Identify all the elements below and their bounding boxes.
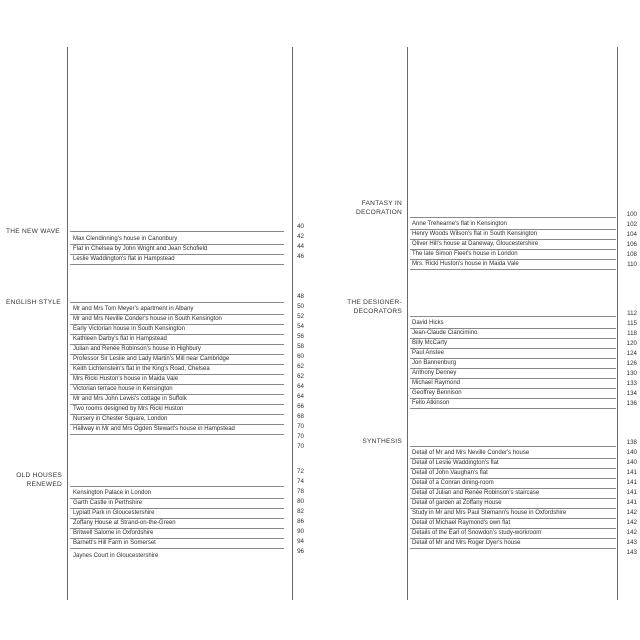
page-number: 141 <box>626 489 637 496</box>
toc-entry: Paul Anstee <box>412 350 445 356</box>
toc-entry: Details of the Earl of Snowdon's study-workroom <box>412 530 542 536</box>
entry-rule <box>70 354 284 355</box>
entry-rule <box>410 328 616 329</box>
page-number: 50 <box>297 303 304 310</box>
page-number: 78 <box>297 488 304 495</box>
toc-entry: Zoffany House at Strand-on-the-Green <box>73 520 176 526</box>
heading-rule <box>410 217 616 218</box>
entry-rule <box>410 338 616 339</box>
toc-entry: Lypiatt Park in Gloucestershire <box>73 510 155 516</box>
entry-rule <box>70 254 284 255</box>
entry-rule <box>70 314 284 315</box>
page-numbers <box>282 222 304 262</box>
entry-rule <box>70 528 284 529</box>
heading-rule <box>70 486 284 487</box>
toc-entry: Professor Sir Leslie and Lady Martin's Mill near Cambridge <box>73 356 230 362</box>
page-number: 70 <box>297 433 304 440</box>
page-number: 134 <box>626 390 637 397</box>
entry-rule <box>70 334 284 335</box>
toc-entry: Study in Mr and Mrs Paul Stemann's house in Oxfordshire <box>412 510 567 516</box>
toc-entry: Mrs. Ricki Huston's house in Maida Vale <box>412 261 519 267</box>
toc-entry: Mr and Mrs Tom Meyer's apartment in Albany <box>73 306 194 312</box>
section-heading: THE NEW WAVE <box>6 228 60 235</box>
section-heading: FANTASY IN DECORATION <box>356 200 402 216</box>
page-number: 68 <box>297 413 304 420</box>
entry-rule <box>410 408 616 409</box>
toc-entry: Mrs Ricki Huston's house in Maida Vale <box>73 376 179 382</box>
toc-entry: Nursery in Chester Square, London <box>73 416 168 422</box>
entry-rule <box>410 229 616 230</box>
page-number: 140 <box>626 449 637 456</box>
page-number: 142 <box>626 529 637 536</box>
heading-rule <box>410 446 616 447</box>
toc-entry: Leslie Waddington's flat in Hampstead <box>73 256 175 262</box>
page-number: 115 <box>627 320 637 327</box>
page-number: 82 <box>297 508 304 515</box>
entry-rule <box>70 344 284 345</box>
page-number: 60 <box>297 353 304 360</box>
entry-rule <box>410 259 616 260</box>
toc-entry: Barnett's Hill Farm in Somerset <box>73 540 156 546</box>
toc-entry: Detail of Mr and Mrs Roger Dyer's house <box>412 540 521 546</box>
page-number: 140 <box>626 459 637 466</box>
page-number: 138 <box>626 439 637 446</box>
toc-entry: Detail of Michael Raymond's own flat <box>412 520 511 526</box>
toc-entry: Billy McCarty <box>412 340 448 346</box>
entry-rule <box>410 358 616 359</box>
entry-rule <box>70 264 284 265</box>
page-number: 64 <box>297 393 304 400</box>
toc-entry: Julian and Renée Robinson's house in Highbury <box>73 346 201 352</box>
page-number: 112 <box>627 310 637 317</box>
page-number: 143 <box>626 539 637 546</box>
entry-rule <box>70 364 284 365</box>
entry-rule <box>410 249 616 250</box>
page-number: 62 <box>297 373 304 380</box>
page-number: 72 <box>297 468 304 475</box>
toc-entry: Geoffrey Bennison <box>412 390 462 396</box>
page-number: 136 <box>626 400 637 407</box>
page-number: 56 <box>297 333 304 340</box>
toc-entry: Britwell Salome in Oxfordshire <box>73 530 154 536</box>
page-number: 120 <box>626 340 637 347</box>
entry-rule <box>70 518 284 519</box>
page-number: 80 <box>297 498 304 505</box>
page-number: 70 <box>297 423 304 430</box>
entry-rule <box>70 244 284 245</box>
section-heading: ENGLISH STYLE <box>6 299 61 306</box>
toc-entry: Kathleen Darby's flat in Hampstead <box>73 336 167 342</box>
page-number: 133 <box>626 380 637 387</box>
entry-rule <box>70 434 284 435</box>
toc-entry: Jon Bannenburg <box>412 360 457 366</box>
page-number: 118 <box>627 330 637 337</box>
page-number: 141 <box>626 499 637 506</box>
page-number: 64 <box>297 383 304 390</box>
toc-entry: Hallway in Mr and Mrs Ogden Stewart's house in Hampstead <box>73 426 235 432</box>
entry-rule <box>410 468 616 469</box>
page-number: 86 <box>297 518 304 525</box>
heading-rule <box>70 302 284 303</box>
toc-entry: Detail of John Vaughan's flat <box>412 470 488 476</box>
page-numbers <box>615 210 637 270</box>
toc-entry: Jean-Claude Ciancimino <box>412 330 478 336</box>
page-number: 126 <box>626 360 637 367</box>
toc-entry: Detail of a Conran dining-room <box>412 480 494 486</box>
entry-rule <box>70 508 284 509</box>
section-heading: THE DESIGNER- DECORATORS <box>347 299 402 315</box>
toc-entry: Fello Atkinson <box>412 400 450 406</box>
toc-entry: Detail of Julian and Renée Robinson's staircase <box>412 490 540 496</box>
entry-rule <box>410 518 616 519</box>
page-number: 54 <box>297 323 304 330</box>
page-numbers <box>282 292 304 452</box>
entry-rule <box>70 374 284 375</box>
page-number: 142 <box>626 519 637 526</box>
entry-rule <box>70 414 284 415</box>
page-number: 104 <box>626 231 637 238</box>
toc-entry: Henry Woods Wilson's flat in South Kensington <box>412 231 538 237</box>
toc-entry: Detail of Mr and Mrs Neville Conder's house <box>412 450 530 456</box>
page-numbers <box>615 309 637 409</box>
toc-entry: Detail of garden at Zoffany House <box>412 500 502 506</box>
entry-rule <box>410 398 616 399</box>
entry-rule <box>410 508 616 509</box>
entry-rule <box>410 478 616 479</box>
entry-rule <box>70 538 284 539</box>
page-number: 46 <box>297 253 304 260</box>
page-number: 62 <box>297 363 304 370</box>
page-number: 52 <box>297 313 304 320</box>
toc-entry: David Hicks <box>412 320 444 326</box>
entry-rule <box>410 348 616 349</box>
toc-entry: Keith Lichtenstein's flat in the King's Road, Chelsea <box>73 366 210 372</box>
entry-rule <box>70 394 284 395</box>
column-rule-3 <box>407 47 408 600</box>
toc-entry: Anthony Denney <box>412 370 457 376</box>
toc-entry: Max Clendinning's house in Canonbury <box>73 236 178 242</box>
page-number: 102 <box>626 221 637 228</box>
page-number: 141 <box>626 479 637 486</box>
entry-rule <box>410 528 616 529</box>
page-numbers <box>282 467 304 557</box>
entry-rule <box>410 548 616 549</box>
page-number: 130 <box>626 370 637 377</box>
page-number: 70 <box>297 443 304 450</box>
page-number: 108 <box>626 251 637 258</box>
entry-rule <box>70 324 284 325</box>
entry-rule <box>70 424 284 425</box>
section-heading: SYNTHESIS <box>362 438 402 445</box>
entry-rule <box>70 384 284 385</box>
page-number: 100 <box>626 211 637 218</box>
toc-entry: Jaynes Court in Gloucestershire <box>73 553 159 559</box>
heading-rule <box>70 231 284 232</box>
entry-rule <box>410 378 616 379</box>
entry-rule <box>410 269 616 270</box>
page-number: 40 <box>297 223 304 230</box>
page-number: 44 <box>297 243 304 250</box>
column-rule-1 <box>67 47 68 600</box>
entry-rule <box>410 488 616 489</box>
entry-rule <box>70 548 284 549</box>
toc-entry: Mr and Mrs John Lewis's cottage in Suffolk <box>73 396 187 402</box>
toc-entry: Two rooms designed by Mrs Ricki Huston <box>73 406 184 412</box>
toc-entry: Detail of Leslie Waddington's flat <box>412 460 499 466</box>
toc-entry: Oliver Hill's house at Daneway, Gloucestershire <box>412 241 539 247</box>
heading-rule <box>410 316 616 317</box>
page-number: 110 <box>627 261 637 268</box>
page-number: 96 <box>297 548 304 555</box>
entry-rule <box>410 498 616 499</box>
page-numbers <box>615 438 637 558</box>
entry-rule <box>410 388 616 389</box>
toc-entry: Anne Trehearne's flat in Kensington <box>412 221 507 227</box>
toc-entry: Mr and Mrs Neville Conder's house in South Kensington <box>73 316 222 322</box>
toc-entry: Garth Castle in Perthshire <box>73 500 143 506</box>
entry-rule <box>410 538 616 539</box>
toc-entry: Early Victorian house in South Kensington <box>73 326 185 332</box>
page-number: 106 <box>626 241 637 248</box>
toc-entry: Kensington Palace in London <box>73 490 152 496</box>
page-number: 143 <box>626 549 637 556</box>
page-number: 142 <box>626 509 637 516</box>
section-heading: OLD HOUSES RENEWED <box>16 472 62 488</box>
toc-entry: Victorian terrace house in Kensington <box>73 386 173 392</box>
entry-rule <box>70 498 284 499</box>
entry-rule <box>410 368 616 369</box>
page-number: 66 <box>297 403 304 410</box>
entry-rule <box>410 458 616 459</box>
toc-entry: Flat in Chelsea by John Wright and Jean Schofield <box>73 246 208 252</box>
entry-rule <box>70 404 284 405</box>
entry-rule <box>410 239 616 240</box>
toc-entry: The late Simon Fleet's house in London <box>412 251 518 257</box>
page-number: 94 <box>297 538 304 545</box>
toc-entry: Michael Raymond <box>412 380 461 386</box>
page-number: 141 <box>626 469 637 476</box>
page-number: 58 <box>297 343 304 350</box>
page-number: 42 <box>297 233 304 240</box>
page-number: 74 <box>297 478 304 485</box>
page-number: 48 <box>297 293 304 300</box>
page-number: 124 <box>626 350 637 357</box>
page-number: 90 <box>297 528 304 535</box>
